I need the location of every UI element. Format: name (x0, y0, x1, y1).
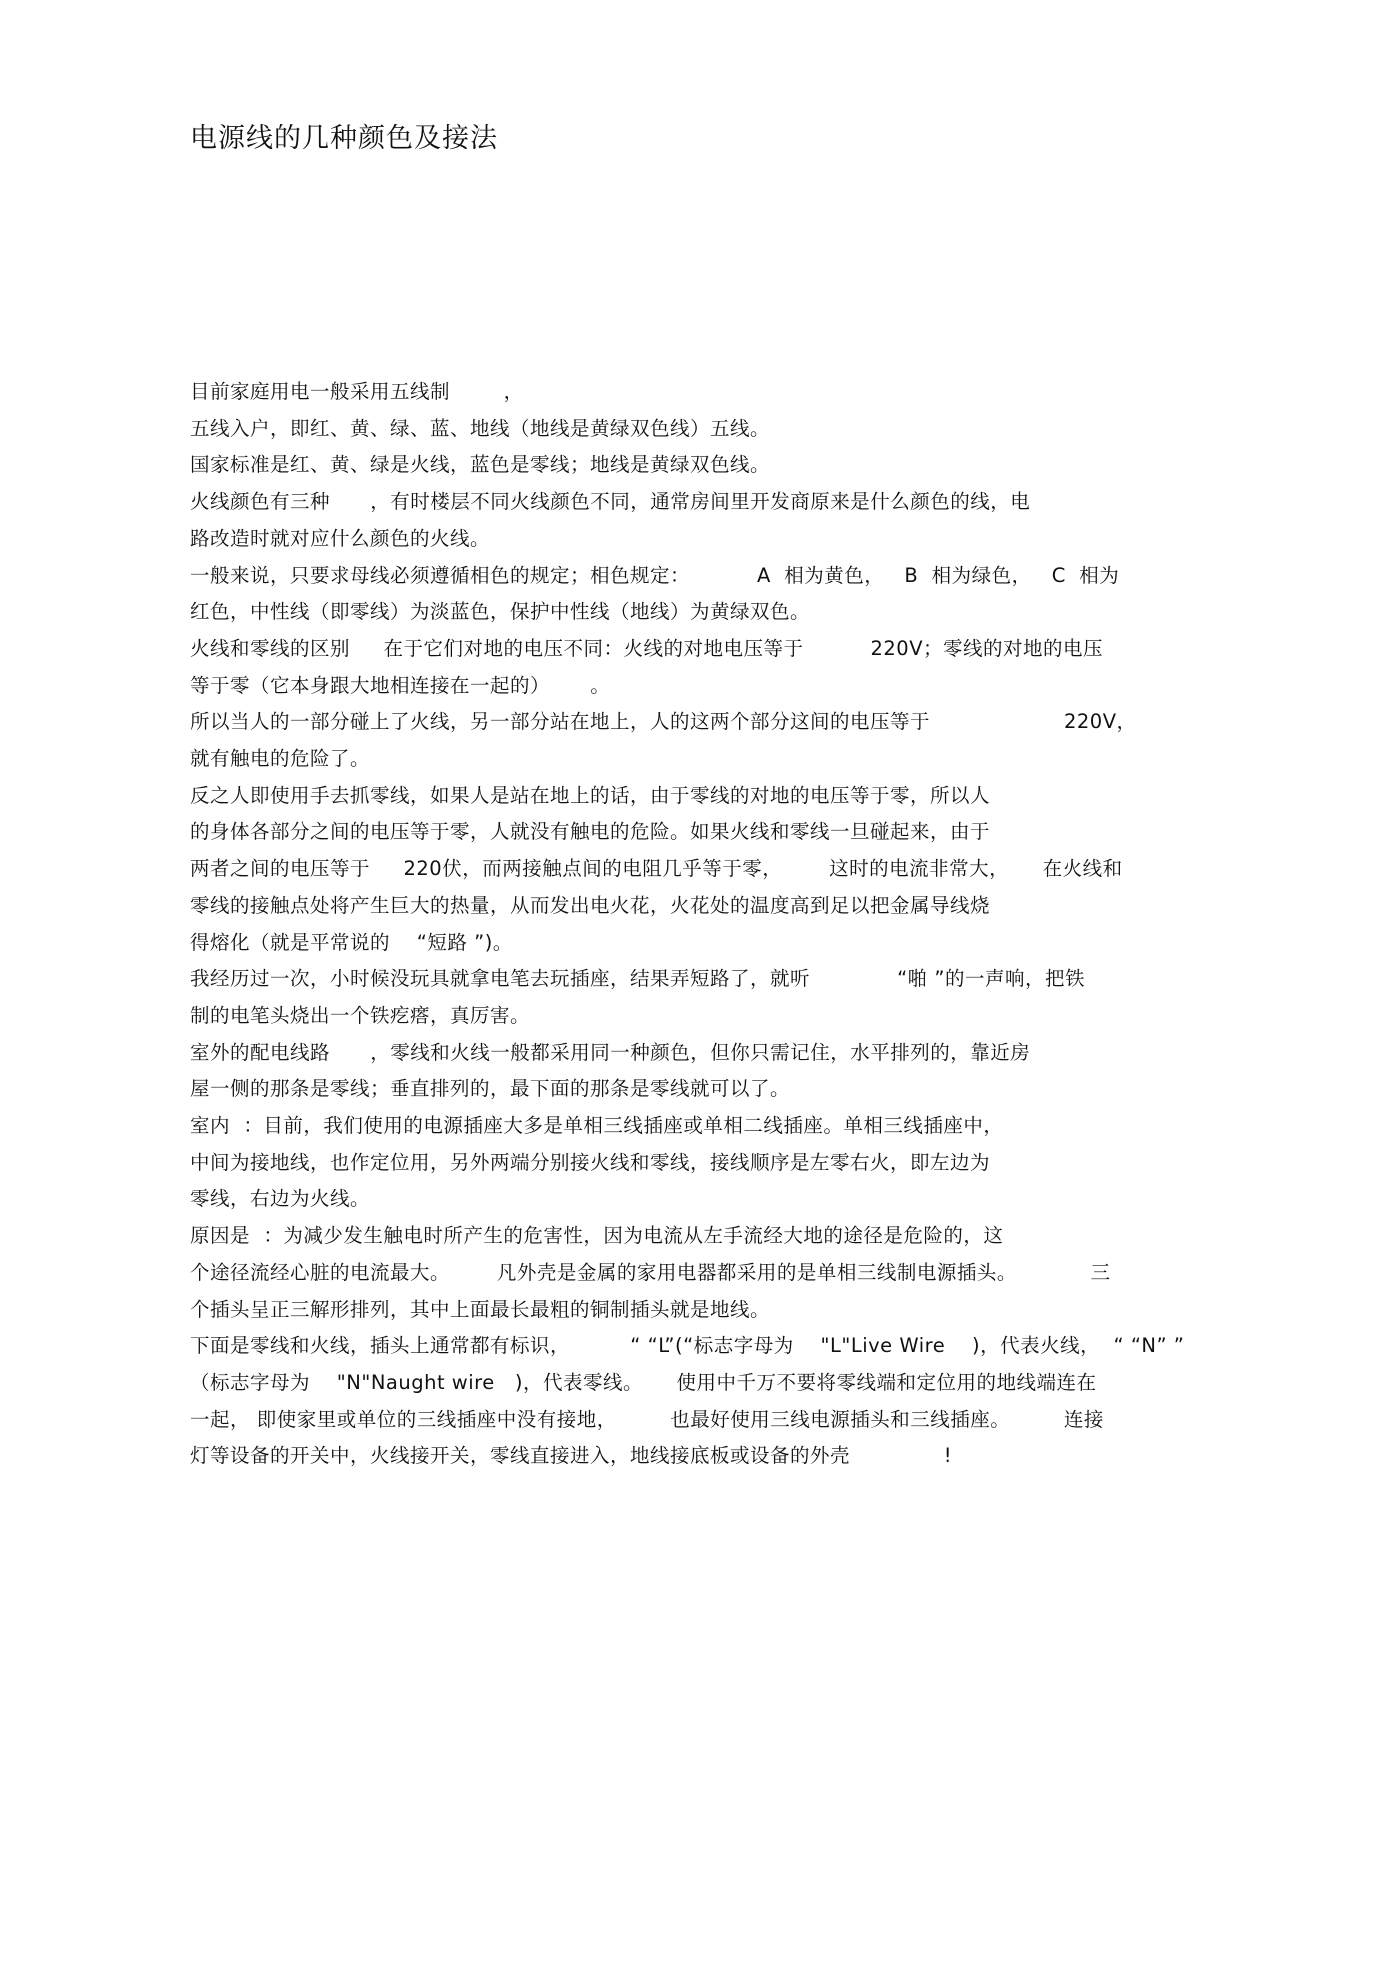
document-body (190, 374, 1210, 1475)
text-line: 中间为接地线，也作定位用，另外两端分别接火线和零线，接线顺序是左零右火，即左边为 (190, 1150, 991, 1174)
text-line: 国家标准是红、黄、绿是火线，蓝色是零线；地线是黄绿双色线。 (190, 453, 771, 477)
text-line: 所以当人的一部分碰上了火线，另一部分站在地上，人的这两个部分这间的电压等于 220V， (190, 710, 1137, 734)
text-line: 反之人即使用手去抓零线，如果人是站在地上的话，由于零线的对地的电压等于零，所以人 (190, 783, 991, 807)
text-line: 等于零（它本身跟大地相连接在一起的） 。 (190, 673, 611, 697)
text-line: 得熔化（就是平常说的 “短路 ”)。 (190, 930, 513, 954)
text-line: 零线，右边为火线。 (190, 1187, 371, 1211)
document-title: 电源线的几种颜色及接法 (190, 123, 498, 154)
text-line: 零线的接触点处将产生巨大的热量，从而发出电火花，火花处的温度高到足以把金属导线烧 (190, 893, 991, 917)
text-line: 原因是 ：为减少发生触电时所产生的危害性，因为电流从左手流经大地的途径是危险的，这 (190, 1224, 1004, 1248)
text-line: 五线入户，即红、黄、绿、蓝、地线（地线是黄绿双色线）五线。 (190, 416, 771, 440)
text-line: 个插头呈正三解形排列，其中上面最长最粗的铜制插头就是地线。 (190, 1297, 771, 1321)
text-line: 一般来说，只要求母线必须遵循相色的规定；相色规定： A 相为黄色， B 相为绿色， C 相为 (190, 563, 1120, 587)
text-line: 一起， 即使家里或单位的三线插座中没有接地， 也最好使用三线电源插头和三线插座。 连接 (190, 1407, 1104, 1431)
text-line: 红色，中性线（即零线）为淡蓝色，保护中性线（地线）为黄绿双色。 (190, 600, 811, 624)
text-line: 路改造时就对应什么颜色的火线。 (190, 526, 491, 550)
text-line: 个途径流经心脏的电流最大。 凡外壳是金属的家用电器都采用的是单相三线制电源插头。 三 (190, 1260, 1111, 1284)
text-line: 就有触电的危险了。 (190, 747, 371, 771)
text-line: 火线颜色有三种 ，有时楼层不同火线颜色不同，通常房间里开发商原来是什么颜色的线，电 (190, 490, 1031, 514)
text-line: 的身体各部分之间的电压等于零，人就没有触电的危险。如果火线和零线一旦碰起来，由于 (190, 820, 991, 844)
text-line: 我经历过一次，小时候没玩具就拿电笔去玩插座，结果弄短路了，就听 “啪 ”的一声响，把铁 (190, 967, 1085, 991)
text-line: 两者之间的电压等于 220伏，而两接触点间的电阻几乎等于零， 这时的电流非常大， 在火线和 (190, 857, 1123, 881)
text-line: 室内 ：目前，我们使用的电源插座大多是单相三线插座或单相二线插座。单相三线插座中， (190, 1114, 1004, 1138)
text-line: 室外的配电线路 ，零线和火线一般都采用同一种颜色，但你只需记住，水平排列的，靠近房 (190, 1040, 1031, 1064)
text-line: 目前家庭用电一般采用五线制 ， (190, 380, 524, 403)
text-line: 下面是零线和火线，插头上通常都有标识， “ “L”(“标志字母为 "L"Live Wire )，代表火线， “ “N” ” (190, 1334, 1185, 1358)
text-line: 灯等设备的开关中，火线接开关，零线直接进入，地线接底板或设备的外壳 ! (190, 1444, 953, 1468)
text-line: 制的电笔头烧出一个铁疙瘩，真厉害。 (190, 1003, 531, 1027)
text-line: 火线和零线的区别 在于它们对地的电压不同：火线的对地电压等于 220V；零线的对地的电压 (190, 636, 1104, 660)
text-line: 屋一侧的那条是零线；垂直排列的，最下面的那条是零线就可以了。 (190, 1077, 791, 1101)
text-line: （标志字母为 "N"Naught wire )，代表零线。 使用中千万不要将零线端和定位用的地线端连在 (190, 1370, 1097, 1394)
